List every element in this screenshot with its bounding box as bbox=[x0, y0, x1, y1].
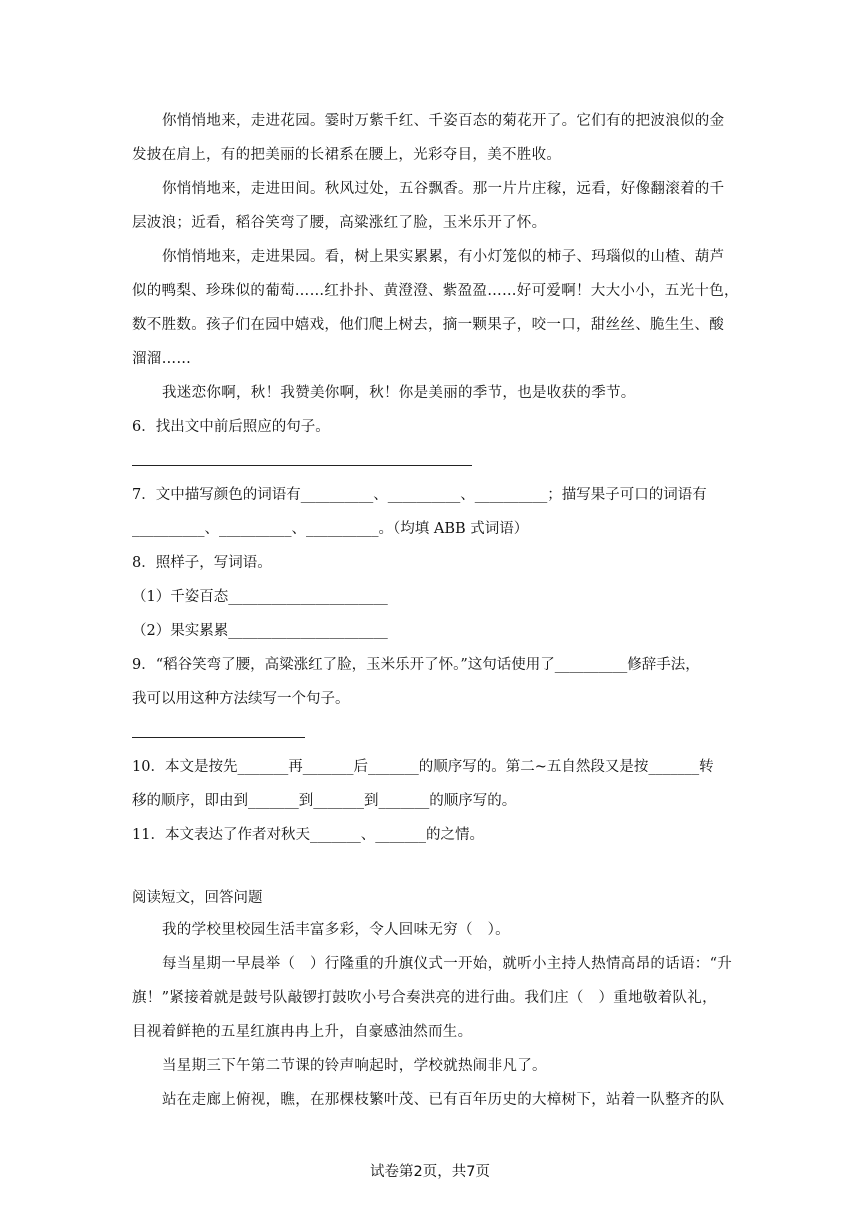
passage-line: 旗！”紧接着就是鼓号队敲锣打鼓吹小号合奏洪亮的进行曲。我们庄（ ）重地敬着队礼， bbox=[132, 990, 717, 1006]
question-11: 11．本文表达了作者对秋天_______、_______的之情。 bbox=[132, 827, 484, 843]
passage-line: 层波浪；近看，稻谷笑弯了腰，高粱涨红了脸，玉米乐开了怀。 bbox=[132, 215, 547, 231]
passage-line: 我迷恋你啊，秋！我赞美你啊，秋！你是美丽的季节，也是收获的季节。 bbox=[162, 385, 636, 401]
question-8-1: （1）千姿百态______________________ bbox=[132, 589, 388, 605]
answer-line[interactable] bbox=[132, 737, 305, 738]
question-7-cont: __________、__________、__________。（均填 ABB 式词语） bbox=[132, 521, 529, 537]
question-9-cont: 我可以用这种方法续写一个句子。 bbox=[132, 691, 350, 707]
passage-line: 数不胜数。孩子们在园中嬉戏，他们爬上树去，摘一颗果子，咬一口，甜丝丝、脆生生、酸 bbox=[132, 317, 724, 333]
passage-line: 发披在肩上，有的把美丽的长裙系在腰上，光彩夺目，美不胜收。 bbox=[132, 147, 562, 163]
passage-line: 站在走廊上俯视，瞧，在那棵枝繁叶茂、已有百年历史的大樟树下，站着一队整齐的队 bbox=[162, 1092, 725, 1108]
question-8-2: （2）果实累累______________________ bbox=[132, 623, 388, 639]
passage-line: 似的鸭梨、珍珠似的葡萄……红扑扑、黄澄澄、紫盈盈……好可爱啊！大大小小，五光十色， bbox=[132, 283, 739, 299]
question-8: 8．照样子，写词语。 bbox=[132, 555, 272, 571]
passage-line: 目视着鲜艳的五星红旗冉冉上升，自豪感油然而生。 bbox=[132, 1024, 473, 1040]
question-10: 10．本文是按先_______再_______后_______的顺序写的。第二~五自然段又是按_______转 bbox=[132, 759, 714, 775]
passage-line: 我的学校里校园生活丰富多彩，令人回味无穷（ ）。 bbox=[162, 922, 510, 938]
passage-line: 每当星期一早晨举（ ）行隆重的升旗仪式一开始，就听小主持人热情高昂的话语：“升 bbox=[162, 956, 733, 972]
passage-line: 你悄悄地来，走进花园。霎时万紫千红、千姿百态的菊花开了。它们有的把波浪似的金 bbox=[162, 113, 725, 129]
section-heading: 阅读短文，回答问题 bbox=[132, 890, 263, 906]
answer-line[interactable] bbox=[132, 465, 472, 466]
passage-line: 溜溜…… bbox=[132, 351, 192, 367]
page-footer: 试卷第2页，共7页 bbox=[370, 1164, 490, 1180]
question-6: 6．找出文中前后照应的句子。 bbox=[132, 419, 330, 435]
question-10-cont: 移的顺序，即由到_______到_______到_______的顺序写的。 bbox=[132, 793, 517, 809]
question-9: 9．“稻谷笑弯了腰，高粱涨红了脸，玉米乐开了怀。”这句话使用了__________修辞手法， bbox=[132, 657, 700, 673]
question-7: 7．文中描写颜色的词语有__________、__________、__________；描写果子可口的词语有 bbox=[132, 487, 707, 503]
passage-line: 你悄悄地来，走进田间。秋风过处，五谷飘香。那一片片庄稼，远看，好像翻滚着的千 bbox=[162, 181, 725, 197]
passage-line: 你悄悄地来，走进果园。看，树上果实累累，有小灯笼似的柿子、玛瑙似的山楂、葫芦 bbox=[162, 249, 725, 265]
passage-line: 当星期三下午第二节课的铃声响起时，学校就热闹非凡了。 bbox=[162, 1058, 547, 1074]
